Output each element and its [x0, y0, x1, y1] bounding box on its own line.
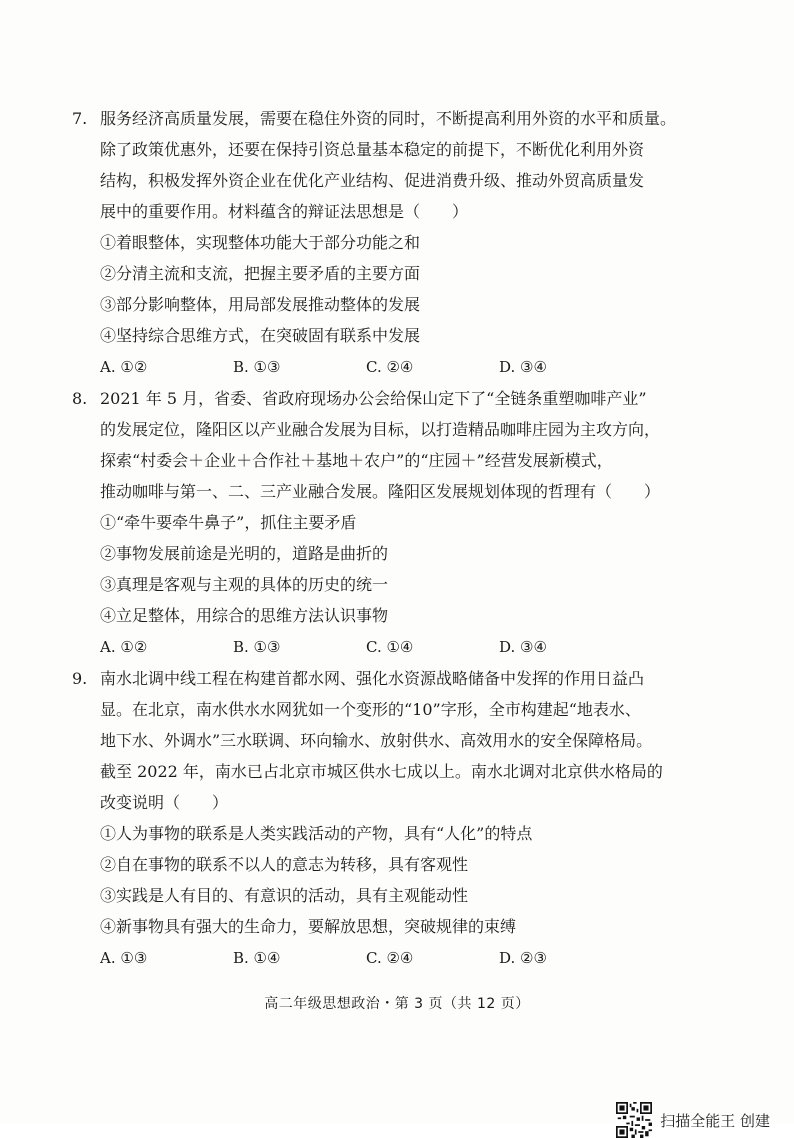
choice-b: B. ①③	[233, 638, 281, 656]
option-statement: ④坚持综合思维方式，在突破固有联系中发展	[100, 326, 421, 345]
choice-d: D. ③④	[499, 638, 547, 656]
choice-d: D. ③④	[499, 358, 547, 376]
page-footer: 高二年级思想政治・第 3 页（共 12 页）	[264, 996, 530, 1012]
question-stem-line: 改变说明（ ）	[100, 793, 229, 812]
answer-choices	[100, 942, 700, 974]
question-stem-first-line	[72, 663, 700, 694]
option-statement: ③实践是人有目的、有意识的活动，具有主观能动性	[100, 886, 469, 905]
option-statement: ②分清主流和支流，把握主要矛盾的主要方面	[100, 264, 421, 283]
option-statement: ①“牵牛要牵牛鼻子”，抓住主要矛盾	[100, 513, 357, 532]
question-stem-first-line	[72, 103, 700, 134]
choice-a: A. ①②	[100, 638, 148, 656]
option-statement: ③部分影响整体，用局部发展推动整体的发展	[100, 295, 421, 314]
option-statement: ②自在事物的联系不以人的意志为转移，具有客观性	[100, 855, 469, 874]
question-stem-line: 结构，积极发挥外资企业在优化产业结构、促进消费升级、推动外贸高质量发	[100, 171, 645, 190]
choice-b: B. ①③	[233, 358, 281, 376]
question-stem-first-line	[72, 383, 700, 414]
answer-choices	[100, 631, 700, 663]
question-stem-line: 南水北调中线工程在构建首都水网、强化水资源战略储备中发挥的作用日益凸	[100, 669, 645, 688]
scanner-watermark	[616, 1102, 770, 1138]
question-7	[72, 103, 700, 383]
option-statement: ③真理是客观与主观的具体的历史的统一	[100, 575, 389, 594]
question-stem-line: 除了政策优惠外，还要在保持引资总量基本稳定的前提下，不断优化利用外资	[100, 140, 645, 159]
question-number: 9.	[72, 669, 88, 688]
choice-a: A. ①③	[100, 949, 148, 967]
answer-choices	[100, 351, 700, 383]
option-statement: ①着眼整体，实现整体功能大于部分功能之和	[100, 233, 421, 252]
choice-c: C. ①④	[366, 638, 414, 656]
qr-code-icon	[616, 1102, 652, 1138]
choice-a: A. ①②	[100, 358, 148, 376]
choice-b: B. ①④	[233, 949, 281, 967]
option-statement: ④立足整体，用综合的思维方法认识事物	[100, 606, 389, 625]
question-stem-line: 展中的重要作用。材料蕴含的辩证法思想是（ ）	[100, 202, 469, 221]
option-statement: ④新事物具有强大的生命力，要解放思想，突破规律的束缚	[100, 917, 517, 936]
question-number: 8.	[72, 389, 88, 408]
question-list	[72, 103, 700, 974]
question-stem-line: 截至 2022 年，南水已占北京市城区供水七成以上。南水北调对北京供水格局的	[100, 762, 663, 781]
choice-d: D. ②③	[499, 949, 547, 967]
question-9	[72, 663, 700, 974]
choice-c: C. ②④	[366, 358, 414, 376]
question-number: 7.	[72, 109, 88, 128]
question-stem-line: 的发展定位，隆阳区以产业融合发展为目标，以打造精品咖啡庄园为主攻方向，	[100, 420, 661, 439]
question-stem-line: 显。在北京，南水供水水网犹如一个变形的“10”字形，全市构建起“地表水、	[100, 700, 641, 719]
question-stem-line: 探索“村委会＋企业＋合作社＋基地＋农户”的“庄园＋”经营发展新模式，	[100, 451, 613, 470]
question-stem-line: 2021 年 5 月，省委、省政府现场办公会给保山定下了“全链条重塑咖啡产业”	[100, 389, 647, 408]
question-stem-line: 地下水、外调水”三水联调、环向输水、放射供水、高效用水的安全保障格局。	[100, 731, 653, 750]
choice-c: C. ②④	[366, 949, 414, 967]
watermark-text: 扫描全能王 创建	[660, 1111, 770, 1130]
question-stem-line: 推动咖啡与第一、二、三产业融合发展。隆阳区发展规划体现的哲理有（ ）	[100, 482, 661, 501]
question-stem-line: 服务经济高质量发展，需要在稳住外资的同时，不断提高利用外资的水平和质量。	[100, 109, 677, 128]
option-statement: ②事物发展前途是光明的，道路是曲折的	[100, 544, 389, 563]
option-statement: ①人为事物的联系是人类实践活动的产物，具有“人化”的特点	[100, 824, 533, 843]
question-8	[72, 383, 700, 663]
